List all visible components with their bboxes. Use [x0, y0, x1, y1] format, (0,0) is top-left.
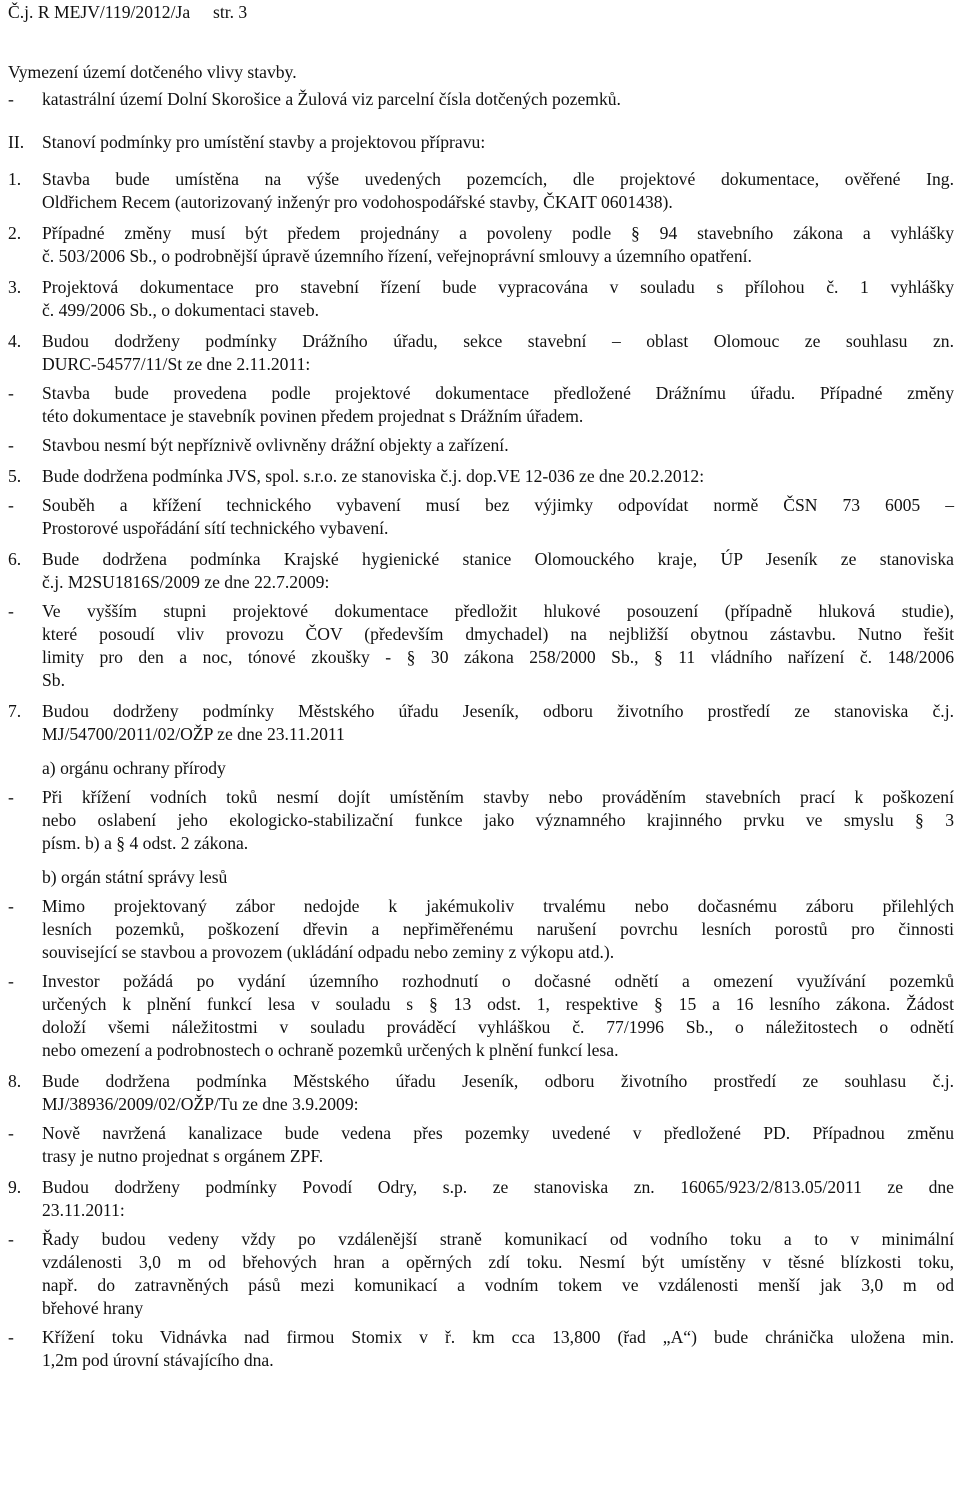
- paragraph-line: břehové hrany: [42, 1298, 144, 1318]
- item-number: 3.: [8, 277, 22, 297]
- paragraph-line: Budou dodrženy podmínky Městského úřadu Jeseník, odboru životního prostředí ze stanoviska č.j.: [42, 701, 954, 721]
- paragraph-line: trasy je nutno projednat s orgánem ZPF.: [42, 1146, 324, 1166]
- item-number: 2.: [8, 223, 22, 243]
- paragraph-line: této dokumentace je stavebník povinen předem projednat s Drážním úřadem.: [42, 406, 584, 426]
- paragraph-line: vzdálenosti 3,0 m od břehových hran a opěrných zdí toku. Nesmí být umístěny v těsné blízkosti toku,: [42, 1252, 954, 1272]
- condition-2: [8, 222, 954, 268]
- reference-number: Č.j. R MEJV/119/2012/Ja: [8, 2, 191, 22]
- paragraph-line: lesních pozemků, poškození dřevin a nepřiměřenému narušení povrchu lesních porostů pro činnosti: [42, 919, 954, 939]
- paragraph-line: např. do zatravněných pásů mezi komunikací a vodním tokem ve vzdálenosti menší jak 3,0 m od: [42, 1275, 954, 1295]
- item-number: 6.: [8, 549, 22, 569]
- item-number: 4.: [8, 331, 22, 351]
- subsection-b: b) orgán státní správy lesů: [42, 867, 228, 887]
- paragraph-line: Bude dodržena podmínka JVS, spol. s.r.o. ze stanoviska č.j. dop.VE 12-036 ze dne 20.2.2012:: [42, 466, 705, 486]
- paragraph-line: související se stavbou a provozem (ukládání odpadu nebo zeminy z výkopu atd.).: [42, 942, 615, 962]
- paragraph-line: Prostorové uspořádání sítí technického vybavení.: [42, 518, 389, 538]
- condition-3: [8, 276, 954, 322]
- page-header: [8, 0, 954, 30]
- list-item: [8, 494, 954, 540]
- paragraph-line: Bude dodržena podmínka Krajské hygienické stanice Olomouckého kraje, ÚP Jeseník ze stanoviska: [42, 549, 954, 569]
- list-item: [8, 600, 954, 692]
- item-number: 5.: [8, 466, 22, 486]
- paragraph-line: limity pro den a noc, tónové zkoušky - § 30 zákona 258/2000 Sb., § 11 vládního nařízení č. 148/2006: [42, 647, 954, 667]
- paragraph-line: MJ/54700/2011/02/OŽP ze dne 23.11.2011: [42, 724, 345, 744]
- dash-marker: -: [8, 1327, 14, 1347]
- dash-marker: -: [8, 1123, 14, 1143]
- paragraph-line: Mimo projektovaný zábor nedojde k jakémukoliv trvalému nebo dočasnému záboru přilehlých: [42, 896, 954, 916]
- dash-marker: -: [8, 971, 14, 991]
- list-item: [8, 382, 954, 428]
- paragraph-line: Projektová dokumentace pro stavební řízení bude vypracována v souladu s přílohou č. 1 vyhlášky: [42, 277, 954, 297]
- subsection-a: a) orgánu ochrany přírody: [42, 758, 226, 778]
- dash-marker: -: [8, 1229, 14, 1249]
- paragraph-line: Investor požádá po vydání územního rozhodnutí o dočasné odnětí a omezení využívání pozemků: [42, 971, 954, 991]
- section-number: II.: [8, 132, 25, 152]
- paragraph-line: katastrální území Dolní Skorošice a Žulová viz parcelní čísla dotčených pozemků.: [42, 89, 621, 109]
- list-item: [8, 970, 954, 1062]
- list-item: [8, 434, 954, 457]
- dash-marker: -: [8, 601, 14, 621]
- condition-8: [8, 1070, 954, 1116]
- list-item: [8, 1228, 954, 1320]
- paragraph-line: 1,2m pod úrovní stávajícího dna.: [42, 1350, 274, 1370]
- paragraph-line: Budou dodrženy podmínky Povodí Odry, s.p. ze stanoviska zn. 16065/923/2/813.05/2011 ze dne: [42, 1177, 954, 1197]
- list-item: [8, 895, 954, 964]
- paragraph-line: Ve vyšším stupni projektové dokumentace předložit hlukové posouzení (případně hluková studie),: [42, 601, 954, 621]
- condition-7: [8, 700, 954, 746]
- section-i-heading: Vymezení území dotčeného vlivy stavby.: [8, 62, 297, 82]
- paragraph-line: Sb.: [42, 670, 65, 690]
- condition-1: [8, 168, 954, 214]
- dash-marker: -: [8, 383, 14, 403]
- dash-marker: -: [8, 495, 14, 515]
- item-number: 9.: [8, 1177, 22, 1197]
- paragraph-line: Případné změny musí být předem projednány a povoleny podle § 94 stavebního zákona a vyhlášky: [42, 223, 954, 243]
- page-number: str. 3: [213, 2, 248, 22]
- list-item: [8, 786, 954, 855]
- paragraph-line: určených k plnění funkcí lesa v souladu s § 13 odst. 1, respektive § 15 a 16 lesního zákona. Žádost: [42, 994, 954, 1014]
- paragraph-line: Křížení toku Vidnávka nad firmou Stomix v ř. km cca 13,800 (řad „A“) bude chránička uložena min.: [42, 1327, 954, 1347]
- paragraph-line: které posoudí vliv provozu ČOV (především dmychadel) na nejbližší obytnou zástavbu. Nutno řešit: [42, 624, 954, 644]
- paragraph-line: č. 503/2006 Sb., o podrobnější úpravě územního řízení, veřejnoprávní smlouvy a územního opatření.: [42, 246, 752, 266]
- paragraph-line: Budou dodrženy podmínky Drážního úřadu, sekce stavební – oblast Olomouc ze souhlasu zn.: [42, 331, 954, 351]
- condition-4: [8, 330, 954, 376]
- condition-5: [8, 465, 954, 488]
- list-item: [8, 1326, 954, 1372]
- paragraph-line: Oldřichem Recem (autorizovaný inženýr pro vodohospodářské stavby, ČKAIT 0601438).: [42, 192, 673, 212]
- paragraph-line: nebo oslabení jeho ekologicko-stabilizační funkce jako významného krajinného prvku ve smyslu § 3: [42, 810, 954, 830]
- paragraph-line: 23.11.2011:: [42, 1200, 125, 1220]
- item-number: 7.: [8, 701, 22, 721]
- condition-6: [8, 548, 954, 594]
- section-title: Stanoví podmínky pro umístění stavby a projektovou přípravu:: [42, 132, 486, 152]
- paragraph-line: Stavba bude provedena podle projektové dokumentace předložené Drážnímu úřadu. Případné změny: [42, 383, 954, 403]
- paragraph-line: Souběh a křížení technického vybavení musí bez výjimky odpovídat normě ČSN 73 6005 –: [42, 495, 954, 515]
- paragraph-line: Nově navržená kanalizace bude vedena přes pozemky uvedené v předložené PD. Případnou změnu: [42, 1123, 954, 1143]
- paragraph-line: č. 499/2006 Sb., o dokumentaci staveb.: [42, 300, 320, 320]
- paragraph-line: Stavbou nesmí být nepříznivě ovlivněny drážní objekty a zařízení.: [42, 435, 509, 455]
- dash-marker: -: [8, 787, 14, 807]
- dash-marker: -: [8, 896, 14, 916]
- paragraph-line: č.j. M2SU1816S/2009 ze dne 22.7.2009:: [42, 572, 330, 592]
- dash-marker: -: [8, 435, 14, 455]
- paragraph-line: Stavba bude umístěna na výše uvedených pozemcích, dle projektové dokumentace, ověřené Ing.: [42, 169, 954, 189]
- paragraph-line: MJ/38936/2009/02/OŽP/Tu ze dne 3.9.2009:: [42, 1094, 359, 1114]
- list-item: [8, 88, 954, 111]
- condition-9: [8, 1176, 954, 1222]
- paragraph-line: písm. b) a § 4 odst. 2 zákona.: [42, 833, 249, 853]
- paragraph-line: Řady budou vedeny vždy po vzdálenější straně komunikací od vodního toku a to v minimální: [42, 1229, 954, 1249]
- paragraph-line: nebo omezení a podrobnostech o ochraně pozemků určených k plnění funkcí lesa.: [42, 1040, 619, 1060]
- paragraph-line: Bude dodržena podmínka Městského úřadu Jeseník, odboru životního prostředí ze souhlasu č.j.: [42, 1071, 954, 1091]
- list-item: [8, 1122, 954, 1168]
- item-number: 1.: [8, 169, 22, 189]
- paragraph-line: DURC-54577/11/St ze dne 2.11.2011:: [42, 354, 311, 374]
- paragraph-line: doloží všemi náležitostmi v souladu prováděcí vyhláškou č. 77/1996 Sb., o náležitostech o odnětí: [42, 1017, 954, 1037]
- dash-marker: -: [8, 89, 14, 109]
- section-ii-heading: [8, 131, 954, 154]
- item-number: 8.: [8, 1071, 22, 1091]
- paragraph-line: Při křížení vodních toků nesmí dojít umístěním stavby nebo prováděním stavebních prací k poškození: [42, 787, 954, 807]
